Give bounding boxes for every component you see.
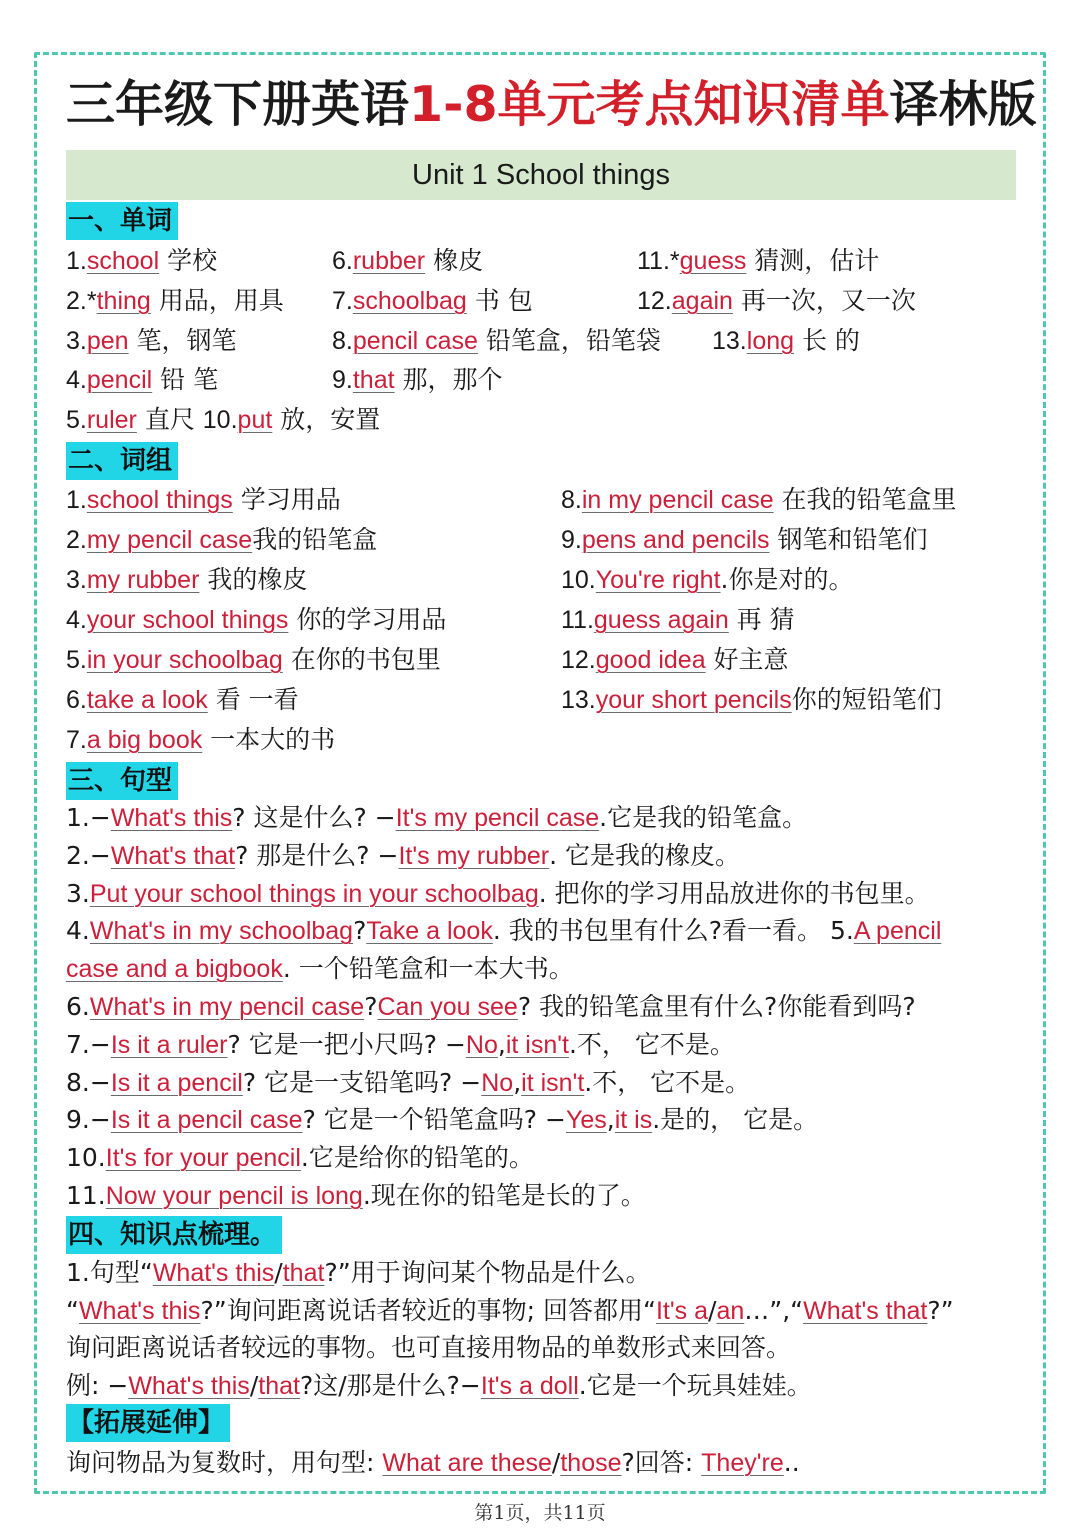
- phrase-chinese: 钢笔和铅笔们: [769, 525, 928, 554]
- word-row: [66, 323, 860, 359]
- word-item: 12.again 再一次，又一次: [637, 286, 916, 315]
- chinese-text: /: [274, 1258, 283, 1287]
- word-item: 1.school 学校: [66, 246, 218, 275]
- word-item: 9.that 那，那个: [332, 365, 503, 394]
- chinese-text: ?”: [927, 1295, 954, 1325]
- chinese-text: /: [551, 1448, 561, 1477]
- chinese-text: ..: [783, 1448, 800, 1477]
- phrase-number: 4.: [66, 606, 87, 634]
- chinese-text: .现在你的铅笔是长的了。: [362, 1181, 646, 1210]
- english-phrase: Is it a pencil case: [110, 1106, 303, 1135]
- knowledge-line: [66, 1255, 651, 1291]
- chinese-text: . 一个铅笔盒和一本大书。: [282, 954, 574, 984]
- phrase-item: [66, 562, 307, 598]
- english-phrase: Is it a ruler: [110, 1030, 228, 1059]
- english-phrase: What are these: [382, 1449, 552, 1477]
- english-phrase: Is it a pencil: [110, 1068, 243, 1097]
- english-phrase: A pencil: [853, 917, 942, 946]
- chinese-text: .不， 它不是。: [584, 1067, 751, 1097]
- word-item: 6.rubber 橡皮: [332, 246, 484, 275]
- phrase-item: [66, 682, 299, 718]
- chinese-text: 6.: [66, 992, 90, 1021]
- english-phrase: Can you see: [377, 993, 518, 1021]
- chinese-text: ? 这是什么? −: [232, 803, 396, 832]
- phrase-english: in my pencil case: [581, 486, 774, 514]
- phrase-english: You're right: [595, 566, 721, 594]
- chinese-text: ? 它是一把小尺吗? −: [227, 1029, 466, 1059]
- english-phrase: What's this: [78, 1296, 201, 1325]
- chinese-text: .它是我的铅笔盒。: [599, 803, 808, 832]
- page-footer: 第1页，共11页: [474, 1502, 606, 1524]
- chinese-text: . 把你的学习用品放进你的书包里。: [538, 878, 930, 908]
- phrase-english: good idea: [595, 646, 706, 674]
- word-item: 7.schoolbag 书 包: [332, 286, 533, 315]
- chinese-text: ?这/那是什么?−: [299, 1370, 481, 1400]
- word-row: [66, 283, 916, 319]
- title-part2: 1-8单元考点知识清单: [409, 76, 890, 133]
- english-phrase: that: [282, 1259, 325, 1287]
- chinese-text: 7.−: [66, 1029, 111, 1059]
- chinese-text: 询问物品为复数时，用句型:: [66, 1448, 383, 1477]
- english-phrase: Now your pencil is long: [105, 1182, 363, 1210]
- english-phrase: it is: [614, 1106, 653, 1135]
- phrase-chinese: 你的短铅笔们: [791, 685, 942, 714]
- chinese-text: .它是一个玩具娃娃。: [578, 1370, 812, 1400]
- chinese-text: 4.: [66, 916, 90, 946]
- phrase-chinese: 你的学习用品: [288, 605, 447, 634]
- phrase-english: pens and pencils: [581, 526, 770, 554]
- section-words-heading: 一、单词: [66, 202, 178, 240]
- english-phrase: those: [560, 1449, 622, 1477]
- chinese-text: /: [708, 1295, 717, 1325]
- english-phrase: What's that: [803, 1296, 928, 1325]
- section-knowledge-heading: 四、知识点梳理。: [66, 1216, 282, 1254]
- chinese-text: .是的， 它是。: [652, 1105, 819, 1135]
- chinese-text: ,: [497, 1029, 506, 1059]
- section-phrases-heading: 二、词组: [66, 442, 178, 480]
- phrase-english: my pencil case: [86, 526, 253, 554]
- english-phrase: it isn't: [521, 1068, 585, 1097]
- knowledge-line: [66, 1368, 812, 1404]
- phrase-item: [66, 522, 377, 558]
- english-phrase: It's my pencil case: [395, 804, 600, 832]
- chinese-text: 3.: [66, 878, 90, 908]
- phrase-item: [561, 682, 942, 718]
- title-part3: 译林版: [889, 76, 1037, 133]
- phrase-item: [561, 522, 927, 558]
- english-phrase: case and a bigbook: [66, 955, 283, 984]
- sentence-line: [66, 951, 574, 987]
- phrase-item: [561, 482, 957, 518]
- section-extension-heading: 【拓展延伸】: [66, 1404, 230, 1442]
- english-phrase: What's that: [110, 841, 236, 870]
- chinese-text: 9.−: [66, 1105, 111, 1135]
- phrase-number: 3.: [66, 566, 87, 594]
- phrase-number: 6.: [66, 686, 87, 714]
- english-phrase: Put your school things in your schoolbag: [89, 879, 539, 908]
- sentence-line: [66, 838, 740, 874]
- knowledge-line: [66, 1293, 954, 1329]
- chinese-text: ?”用于询问某个物品是什么。: [324, 1258, 651, 1287]
- chinese-text: 10.: [66, 1143, 106, 1173]
- phrase-chinese: 在你的书包里: [282, 645, 441, 674]
- phrase-number: 12.: [561, 646, 596, 674]
- english-phrase: What's in my schoolbag: [89, 917, 354, 946]
- chinese-text: 询问距离说话者较远的事物。也可直接用物品的单数形式来回答。: [66, 1333, 792, 1362]
- phrase-english: my rubber: [86, 566, 200, 594]
- chinese-text: ?回答:: [621, 1448, 702, 1477]
- chinese-text: ?”询问距离说话者较近的事物; 回答都用“: [200, 1295, 656, 1325]
- english-phrase: it isn't: [505, 1030, 569, 1059]
- phrase-number: 10.: [561, 566, 596, 594]
- extension-line: [66, 1445, 800, 1481]
- word-item: 11.*guess 猜测，估计: [637, 246, 880, 275]
- knowledge-line: [66, 1330, 791, 1366]
- chinese-text: . 它是我的橡皮。: [549, 840, 741, 870]
- english-phrase: They're: [701, 1449, 784, 1477]
- word-item: 4.pencil 铅 笔: [66, 365, 219, 394]
- phrase-chinese: 看 一看: [207, 685, 299, 714]
- phrase-english: your school things: [86, 606, 289, 634]
- chinese-text: ?: [364, 992, 378, 1021]
- phrase-number: 8.: [561, 486, 582, 514]
- chinese-text: ? 我的铅笔盒里有什么?你能看到吗?: [517, 992, 916, 1021]
- english-phrase: What's this: [128, 1371, 250, 1400]
- chinese-text: .不， 它不是。: [568, 1029, 735, 1059]
- phrase-chinese: 在我的铅笔盒里: [773, 485, 957, 514]
- sentence-line: [66, 1102, 818, 1138]
- english-phrase: It's a: [655, 1296, 708, 1325]
- chinese-text: “: [66, 1295, 79, 1325]
- phrase-chinese: 再 猜: [728, 605, 795, 634]
- english-phrase: What's this: [110, 804, 233, 832]
- phrase-chinese: 我的橡皮: [199, 565, 308, 594]
- word-row: [66, 402, 380, 438]
- phrase-chinese: 学习用品: [232, 485, 341, 514]
- english-phrase: Yes: [565, 1106, 607, 1135]
- word-item: 10.put 放，安置: [202, 405, 381, 434]
- word-item: 8.pencil case 铅笔盒，铅笔袋: [332, 326, 661, 355]
- phrase-chinese: 好主意: [705, 645, 789, 674]
- sentence-line: [66, 1140, 534, 1176]
- chinese-text: .它是给你的铅笔的。: [300, 1143, 534, 1173]
- phrase-item: [66, 722, 335, 758]
- phrase-item: [66, 482, 341, 518]
- english-phrase: What's in my pencil case: [89, 993, 365, 1021]
- phrase-chinese: .你是对的。: [720, 565, 854, 594]
- chinese-text: ? 那是什么? −: [235, 840, 399, 870]
- chinese-text: 8.−: [66, 1067, 111, 1097]
- sentence-line: [66, 876, 930, 912]
- phrase-item: [561, 602, 795, 638]
- word-item: 2.*thing 用品，用具: [66, 286, 284, 315]
- phrase-item: [66, 602, 446, 638]
- phrase-number: 5.: [66, 646, 87, 674]
- phrase-chinese: 我的铅笔盒: [252, 525, 378, 554]
- phrase-english: guess again: [593, 606, 729, 634]
- english-phrase: It's a doll: [480, 1371, 579, 1400]
- section-sentences-heading: 三、句型: [66, 762, 178, 800]
- chinese-text: 2.−: [66, 840, 111, 870]
- word-item: 3.pen 笔，钢笔: [66, 326, 237, 355]
- phrase-number: 7.: [66, 726, 87, 754]
- sentence-line: [66, 800, 807, 836]
- chinese-text: ,: [606, 1105, 615, 1135]
- phrase-number: 13.: [561, 686, 596, 714]
- chinese-text: 1.句型“: [66, 1258, 153, 1287]
- unit-banner: Unit 1 School things: [66, 150, 1016, 200]
- chinese-text: ?: [353, 916, 367, 946]
- chinese-text: 1.−: [66, 803, 111, 832]
- phrase-number: 11.: [561, 606, 594, 634]
- phrase-english: in your schoolbag: [86, 646, 283, 674]
- phrase-item: [561, 642, 789, 678]
- english-phrase: No: [481, 1068, 514, 1097]
- chinese-text: 例: −: [66, 1370, 129, 1400]
- english-phrase: It's for your pencil: [105, 1144, 301, 1173]
- english-phrase: What's this: [152, 1259, 275, 1287]
- english-phrase: Take a look: [366, 917, 493, 946]
- english-phrase: It's my rubber: [398, 841, 550, 870]
- english-phrase: an: [716, 1296, 745, 1325]
- chinese-text: ? 它是一个铅笔盒吗? −: [302, 1105, 566, 1135]
- title-part1: 三年级下册英语: [66, 76, 410, 133]
- word-row: [66, 243, 879, 279]
- phrase-number: 2.: [66, 526, 87, 554]
- phrase-english: a big book: [86, 726, 203, 754]
- chinese-text: ? 它是一支铅笔吗? −: [242, 1067, 482, 1097]
- phrase-item: [561, 562, 854, 598]
- english-phrase: that: [258, 1371, 300, 1400]
- word-row: [66, 362, 637, 398]
- word-item: 5.ruler 直尺: [66, 405, 195, 434]
- chinese-text: /: [249, 1370, 259, 1400]
- sentence-line: [66, 1065, 750, 1101]
- english-phrase: No: [465, 1030, 498, 1059]
- phrase-english: school things: [86, 486, 233, 514]
- phrase-number: 1.: [66, 486, 87, 514]
- sentence-line: [66, 1027, 735, 1063]
- phrase-english: your short pencils: [595, 686, 792, 714]
- page-title: [66, 72, 1037, 138]
- chinese-text: ,: [513, 1067, 522, 1097]
- phrase-chinese: 一本大的书: [202, 725, 336, 754]
- chinese-text: . 我的书包里有什么?看一看。 5.: [492, 916, 854, 946]
- chinese-text: …”,“: [744, 1295, 804, 1325]
- phrase-english: take a look: [86, 686, 208, 714]
- word-item: 13.long 长 的: [712, 326, 860, 355]
- sentence-line: [66, 1178, 646, 1214]
- phrase-item: [66, 642, 441, 678]
- phrase-number: 9.: [561, 526, 582, 554]
- chinese-text: 11.: [66, 1181, 106, 1210]
- sentence-line: [66, 989, 916, 1025]
- sentence-line: [66, 913, 941, 949]
